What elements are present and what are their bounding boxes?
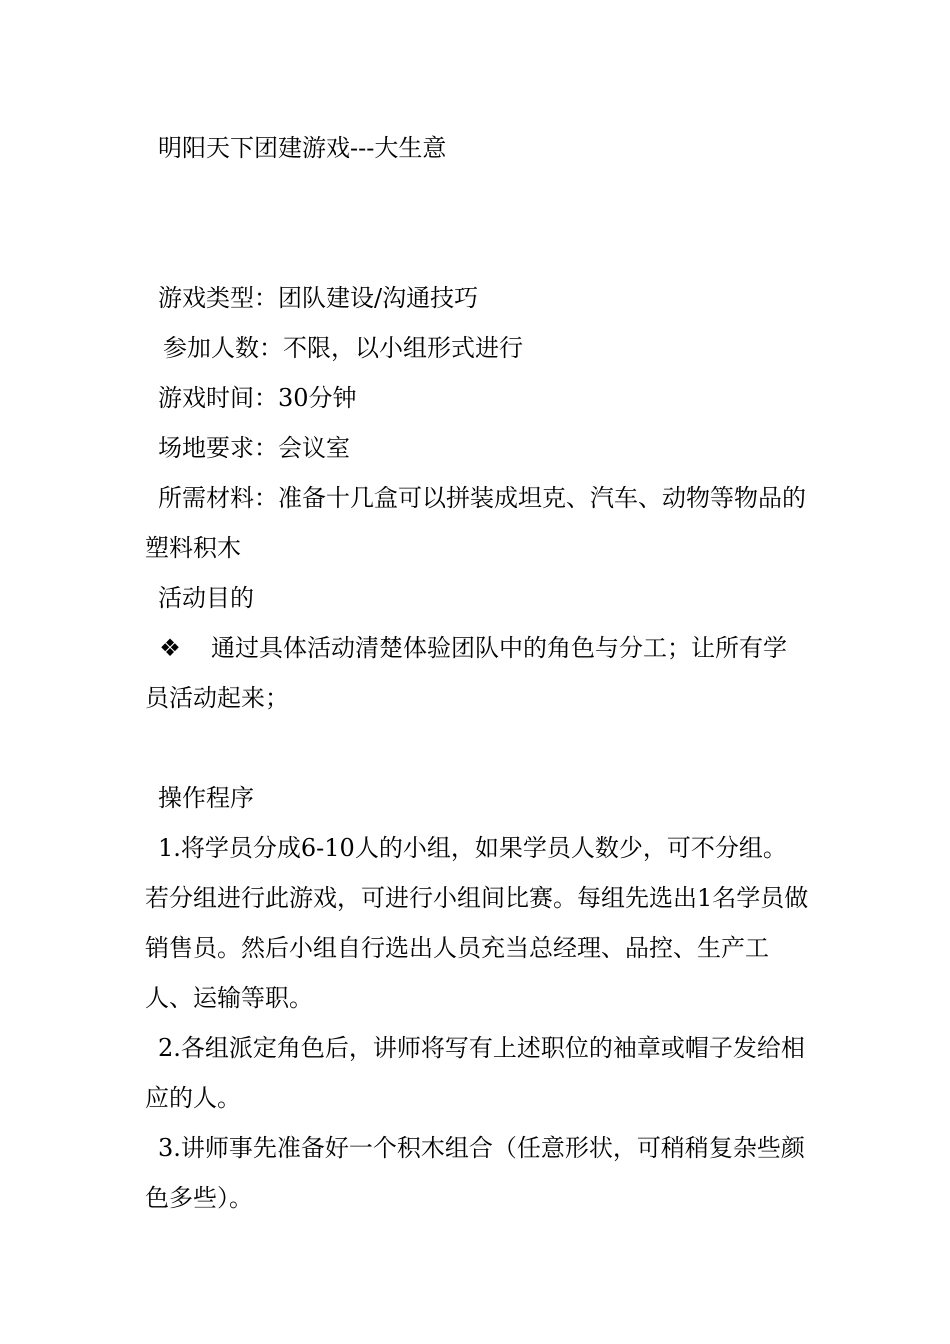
procedure-step-1: 1.将学员分成6-10人的小组，如果学员人数少，可不分组。若分组进行此游戏，可进行小组间比赛。每组先选出1名学员做销售员。然后小组自行选出人员充当总经理、品控、生产工人、运输等职。 [145,834,809,1012]
materials-paragraph: 所需材料：准备十几盒可以拼装成坦克、汽车、动物等物品的塑料积木 [145,484,806,562]
procedure-step-3: 3.讲师事先准备好一个积木组合（任意形状，可稍稍复杂些颜色多些）。 [145,1134,805,1212]
objective-paragraph [145,623,810,723]
participants-line: 参加人数：不限，以小组形式进行 [163,334,523,362]
document-title: 明阳天下团建游戏---大生意 [158,134,447,162]
objective-text: 通过具体活动清楚体验团队中的角色与分工；让所有学员活动起来； [145,634,787,712]
game-type-line: 游戏类型：团队建设/沟通技巧 [158,284,479,312]
objective-heading: 活动目的 [158,584,254,612]
diamond-bullet-icon: ❖ [159,634,181,662]
procedure-heading: 操作程序 [158,784,254,812]
procedure-step-2: 2.各组派定角色后，讲师将写有上述职位的袖章或帽子发给相应的人。 [145,1034,805,1112]
duration-line: 游戏时间：30分钟 [158,384,357,412]
venue-line: 场地要求：会议室 [158,434,350,462]
